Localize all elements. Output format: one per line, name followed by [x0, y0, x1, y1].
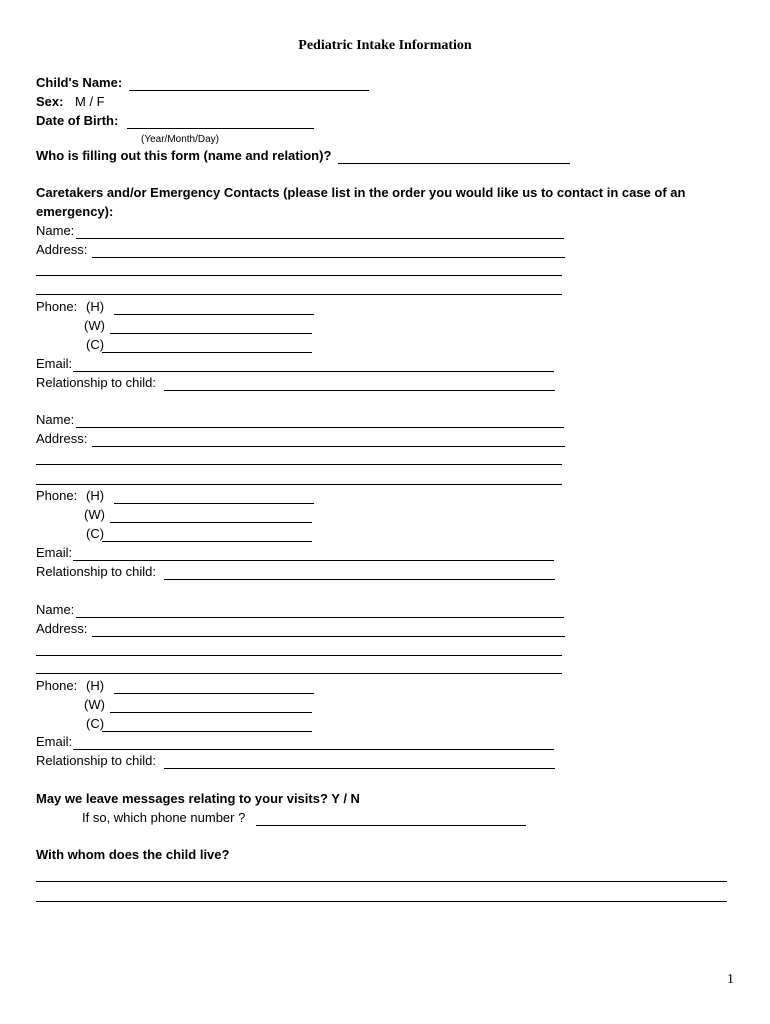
contact-1-phone-home-field[interactable] [114, 314, 314, 315]
sex-label: Sex: [36, 94, 64, 109]
contact-2-name-field[interactable] [76, 427, 564, 428]
contact-2-phone-cell-label: (C) [86, 526, 105, 541]
contact-1-address-label: Address: [36, 242, 88, 257]
contact-3-phone-home-label: (H) [86, 678, 105, 693]
contact-1-phone-work-label: (W) [84, 318, 105, 333]
contact-2-phone-cell-field[interactable] [102, 541, 312, 542]
contact-3-name-field[interactable] [76, 617, 564, 618]
lives-with-question: With whom does the child live? [36, 847, 230, 862]
contact-1-relationship-field[interactable] [164, 390, 555, 391]
contact-3-address-label: Address: [36, 621, 88, 636]
date-of-birth-format-hint: (Year/Month/Day) [141, 134, 219, 145]
contact-2-address-line-3[interactable] [36, 484, 562, 485]
contact-2-phone-label: Phone: [36, 488, 78, 503]
contact-1-name-field[interactable] [76, 238, 564, 239]
contacts-heading-line-2: emergency): [36, 204, 114, 219]
date-of-birth-field[interactable] [127, 128, 314, 129]
contact-3-phone-label: Phone: [36, 678, 78, 693]
contact-3-relationship-label: Relationship to child: [36, 753, 156, 768]
sex-options[interactable]: M / F [75, 94, 105, 109]
contact-3-phone-cell-field[interactable] [102, 731, 312, 732]
contact-1-phone-cell-label: (C) [86, 337, 105, 352]
contacts-heading-line-1: Caretakers and/or Emergency Contacts (please list in the order you would like us to contact in case of an [36, 185, 686, 200]
contact-2-phone-home-field[interactable] [114, 503, 314, 504]
contact-3-relationship-field[interactable] [164, 768, 555, 769]
leave-messages-question: May we leave messages relating to your visits? Y / N [36, 791, 360, 806]
contact-2-address-line-2[interactable] [36, 464, 562, 465]
contact-1-address-line-2[interactable] [36, 275, 562, 276]
contact-1-phone-home-label: (H) [86, 299, 105, 314]
contact-3-address-line-3[interactable] [36, 673, 562, 674]
contact-2-phone-home-label: (H) [86, 488, 105, 503]
contact-2-name-label: Name: [36, 412, 75, 427]
lives-with-answer-line-2[interactable] [36, 901, 727, 902]
date-of-birth-label: Date of Birth: [36, 113, 119, 128]
contact-1-phone-label: Phone: [36, 299, 78, 314]
contact-2-address-field[interactable] [92, 446, 565, 447]
form-filler-label: Who is filling out this form (name and relation)? [36, 148, 332, 163]
message-phone-number-field[interactable] [256, 825, 526, 826]
contact-1-name-label: Name: [36, 223, 75, 238]
contact-1-phone-cell-field[interactable] [102, 352, 312, 353]
contact-1-address-field[interactable] [92, 257, 565, 258]
contact-3-email-label: Email: [36, 734, 73, 749]
contact-2-address-label: Address: [36, 431, 88, 446]
contact-2-phone-work-field[interactable] [110, 522, 312, 523]
form-filler-field[interactable] [338, 163, 570, 164]
childs-name-field[interactable] [129, 90, 369, 91]
contact-3-email-field[interactable] [73, 749, 554, 750]
lives-with-answer-line-1[interactable] [36, 881, 727, 882]
page-number: 1 [727, 972, 734, 987]
contact-3-name-label: Name: [36, 602, 75, 617]
contact-3-address-line-2[interactable] [36, 655, 562, 656]
contact-2-relationship-label: Relationship to child: [36, 564, 156, 579]
contact-2-email-label: Email: [36, 545, 73, 560]
contact-1-address-line-3[interactable] [36, 294, 562, 295]
childs-name-label: Child's Name: [36, 75, 123, 90]
contact-3-address-field[interactable] [92, 636, 565, 637]
contact-3-phone-work-field[interactable] [110, 712, 312, 713]
contact-3-phone-home-field[interactable] [114, 693, 314, 694]
contact-1-email-label: Email: [36, 356, 73, 371]
contact-1-phone-work-field[interactable] [110, 333, 312, 334]
contact-1-relationship-label: Relationship to child: [36, 375, 156, 390]
contact-2-phone-work-label: (W) [84, 507, 105, 522]
page-title: Pediatric Intake Information [298, 38, 472, 53]
contact-3-phone-cell-label: (C) [86, 716, 105, 731]
contact-2-email-field[interactable] [73, 560, 554, 561]
contact-2-relationship-field[interactable] [164, 579, 555, 580]
message-phone-number-label: If so, which phone number ? [82, 810, 246, 825]
contact-3-phone-work-label: (W) [84, 697, 105, 712]
contact-1-email-field[interactable] [73, 371, 554, 372]
